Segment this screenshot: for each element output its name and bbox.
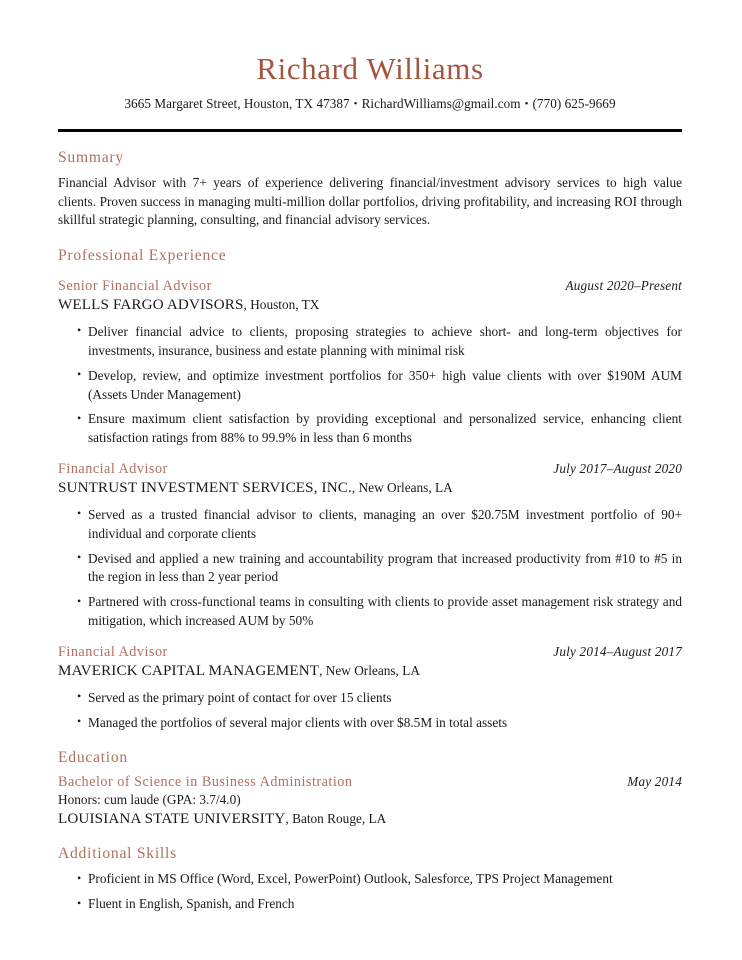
job-title: Senior Financial Advisor — [58, 278, 212, 295]
contact-separator-1: • — [353, 97, 358, 110]
experience-entry — [58, 278, 682, 448]
education-honors: Honors: cum laude (GPA: 3.7/4.0) — [58, 792, 241, 808]
job-organization: SUNTRUST INVESTMENT SERVICES, INC. — [58, 480, 352, 497]
contact-phone: (770) 625-9669 — [532, 95, 616, 111]
summary-text: Financial Advisor with 7+ years of experience delivering financial/investment advisory services to high value clients. Proven success in managing multi-million dollar portfolios, driving profitability, and increasing ROI through skillful strategic planning, consulting, and financial advisory services. — [58, 174, 682, 228]
skill-item: • Proficient in MS Office (Word, Excel, PowerPoint) Outlook, Salesforce, TPS Project Management — [58, 870, 682, 889]
job-organization: MAVERICK CAPITAL MANAGEMENT — [58, 663, 320, 680]
education-location: , Baton Rouge, LA — [285, 811, 387, 827]
job-bullet: • Deliver financial advice to clients, proposing strategies to achieve short- and long-term objectives for investments, insurance, business and estate planning with minimal risk — [58, 323, 682, 361]
contact-separator-2: • — [524, 97, 529, 110]
job-bullet: • Devised and applied a new training and accountability program that increased productivity from #10 to #5 in the region in less than 2 year period — [58, 550, 682, 588]
contact-email: RichardWilliams@gmail.com — [361, 95, 521, 111]
job-bullet: • Ensure maximum client satisfaction by providing exceptional and personalized service, enhancing client satisfaction ratings from 88% to 99.9% in less than 6 months — [58, 410, 682, 448]
education-header — [58, 774, 682, 791]
education-degree: Bachelor of Science in Business Administration — [58, 774, 353, 791]
job-location: , Houston, TX — [243, 297, 320, 313]
experience-entry — [58, 461, 682, 631]
education-school-line — [58, 809, 682, 829]
skills-list — [58, 870, 682, 914]
job-bullet: • Partnered with cross-functional teams in consulting with clients to provide asset management risk strategy and mitigation, which increased AUM by 50% — [58, 593, 682, 631]
job-bullet: • Managed the portfolios of several major clients with over $8.5M in total assets — [58, 714, 682, 733]
section-heading-summary: Summary — [58, 148, 124, 166]
skill-item: • Fluent in English, Spanish, and French — [58, 895, 682, 914]
job-bullet-list — [58, 689, 682, 733]
candidate-name: Richard Williams — [256, 51, 484, 86]
job-organization: WELLS FARGO ADVISORS — [58, 297, 244, 314]
experience-header — [58, 461, 682, 478]
job-company-line — [58, 296, 682, 316]
education-date: May 2014 — [627, 774, 682, 790]
section-heading-experience: Professional Experience — [58, 247, 227, 265]
job-location: , New Orleans, LA — [319, 663, 420, 679]
job-bullet: • Served as a trusted financial advisor to clients, managing an over $20.75M investment portfolio of 90+ individual and corporate clients — [58, 506, 682, 544]
contact-line — [58, 96, 682, 112]
education-entry — [58, 774, 682, 829]
experience-entry — [58, 644, 682, 732]
experience-header — [58, 278, 682, 295]
contact-address: 3665 Margaret Street, Houston, TX 47387 — [124, 95, 350, 111]
resume-content — [58, 52, 682, 914]
section-heading-skills: Additional Skills — [58, 845, 177, 863]
experience-header — [58, 644, 682, 661]
job-company-line — [58, 479, 682, 499]
job-company-line — [58, 662, 682, 682]
job-date: August 2020–Present — [565, 278, 682, 294]
job-date: July 2017–August 2020 — [553, 461, 682, 477]
job-bullet-list — [58, 506, 682, 631]
job-bullet: • Develop, review, and optimize investment portfolios for 350+ high value clients with over $190M AUM (Assets Under Management) — [58, 367, 682, 405]
job-location: , New Orleans, LA — [351, 480, 453, 496]
job-bullet: • Served as the primary point of contact for over 15 clients — [58, 689, 682, 708]
job-title: Financial Advisor — [58, 461, 168, 478]
job-bullet-list — [58, 323, 682, 448]
header-divider — [58, 129, 682, 132]
section-heading-education: Education — [58, 749, 128, 767]
job-title: Financial Advisor — [58, 644, 168, 661]
education-organization: LOUISIANA STATE UNIVERSITY — [58, 811, 286, 828]
job-date: July 2014–August 2017 — [553, 644, 682, 660]
